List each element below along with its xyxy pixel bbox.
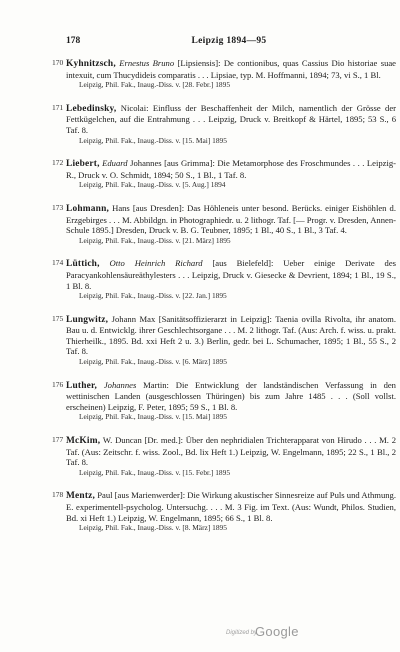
entry-number: 175	[52, 313, 64, 323]
watermark-digitized: Digitized by	[226, 630, 258, 636]
author-given-name: Otto Heinrich Richard	[109, 258, 203, 269]
author-surname: Kyhnitzsch,	[66, 59, 116, 69]
entry-number: 176	[52, 379, 64, 389]
dissertation-note: Leipzig, Phil. Fak., Inaug.-Diss. v. [5. Aug.] 1894	[79, 180, 226, 190]
entry-number: 171	[52, 102, 64, 112]
dissertation-note: Leipzig, Phil. Fak., Inaug.-Diss. v. [15. Mai] 1895	[79, 412, 227, 422]
entry-citation	[66, 380, 396, 413]
dissertation-note: Leipzig, Phil. Fak., Inaug.-Diss. v. [28. Febr.] 1895	[79, 80, 231, 90]
author-surname: Lebedinsky,	[66, 103, 117, 114]
dissertation-note: Leipzig, Phil. Fak., Inaug.-Diss. v. [15. Febr.] 1895	[79, 467, 231, 477]
google-watermark	[226, 624, 306, 640]
author-surname: Luther,	[66, 380, 98, 391]
entry-text: Johannes [aus Grimma]: Die Metamorphose des Froschmundes . . . Leipzig-R., Druck v. O. Schmidt, 1894; 50 S., 1 Bl., 1 Taf. 8.	[66, 158, 396, 180]
entry-text: [aus Bielefeld]: Ueber einige Derivate des Paracyankohlensäureäthylesters . . . Leipzig, Druck v. Giesecke & Devrient, 1894; 1 Bl., 19 S., 1 Bl. 8.	[66, 258, 396, 291]
running-title: Leipzig 1894—95	[191, 36, 267, 46]
author-given-name: Johannes	[103, 379, 137, 390]
dissertation-note: Leipzig, Phil. Fak., Inaug.-Diss. v. [22. Jan.] 1895	[79, 291, 227, 301]
bibliography-entry	[52, 202, 396, 245]
author-surname: Lungwitz,	[66, 314, 109, 325]
bibliography-entry	[52, 102, 396, 145]
entry-citation	[66, 314, 396, 357]
entry-number: 174	[52, 258, 64, 268]
entry-number: 170	[52, 58, 64, 67]
page-number: 178	[66, 36, 81, 46]
bibliography-entry	[52, 435, 396, 477]
entry-number: 172	[52, 158, 64, 168]
entry-citation	[66, 103, 396, 136]
author-surname: McKim,	[66, 436, 101, 447]
entry-text: [Lipsiensis]: De contionibus, quas Cassius Dio historiae suae intexuit, cum Thucydideis comparatis . . . Lipsiae, typ. M. Hoffmanni, 1894; 73, vi S., 1 Bl.	[66, 58, 396, 80]
bibliography-entry	[52, 490, 396, 533]
entry-text: Martin: Die Entwicklung der landständischen Verfassung in den wettinischen Landen (ausgeschlossen Thüringen) bis zum Jahre 1485 . . . (Soll vollst. erscheinen) Leipzig, F. Peter, 1895; 59 S., 1 Bl. 8.	[66, 379, 396, 412]
entry-number: 173	[52, 202, 64, 212]
author-surname: Lohmann,	[66, 203, 110, 214]
entry-number: 178	[52, 490, 64, 500]
entry-citation	[66, 490, 396, 523]
entry-citation	[66, 158, 396, 180]
entry-number: 177	[52, 435, 64, 445]
author-surname: Liebert,	[66, 159, 100, 170]
author-surname: Lüttich,	[66, 259, 100, 270]
bibliography-entry	[52, 258, 396, 301]
dissertation-note: Leipzig, Phil. Fak., Inaug.-Diss. v. [21. März] 1895	[79, 235, 231, 245]
watermark-google: Google	[255, 624, 299, 639]
author-given-name: Ernestus Bruno	[119, 58, 175, 68]
author-surname: Mentz,	[66, 491, 96, 502]
entry-text: Nicolai: Einfluss der Beschaffenheit der Milch, namentlich der Grösse der Fettkügelchen, auf die Entrahmung . . . Leipzig, Druck v. Breitkopf & Härtel, 1895; 53 S., 6 Taf. 8.	[66, 102, 396, 135]
entry-text: W. Duncan [Dr. med.]: Über den nephridialen Trichterapparat von Hirudo . . . M. 2 Taf. (Aus: Zeitschr. f. wiss. Zool., Bd. lix Heft 1.) Leipzig, W. Engelmann, 1895; 22 S., 1 Bl., 2 Taf. 8.	[66, 435, 396, 468]
bibliography-list	[52, 58, 396, 546]
entry-text: Hans [aus Dresden]: Das Höhleneis unter besond. Berücks. einiger Eishöhlen d. Erzgebirges . . . M. Abbildgn. in Photographiedr. u. 2 lithogr. Taf. [— Progr. v. Dresden, Annen-Schule 1895.] Dresden, Druck v. B. G. Teubner, 1895; 1 Bl., 40 S., 1 Bl., 3 Taf. 4.	[66, 202, 396, 236]
bibliography-entry	[52, 379, 396, 422]
bibliography-entry	[52, 313, 396, 367]
dissertation-note: Leipzig, Phil. Fak., Inaug.-Diss. v. [15. Mai] 1895	[79, 135, 227, 145]
author-given-name: Eduard	[102, 158, 128, 169]
entry-citation	[66, 203, 396, 236]
dissertation-note: Leipzig, Phil. Fak., Inaug.-Diss. v. [8. März] 1895	[79, 523, 227, 533]
entry-citation	[66, 258, 396, 291]
page-header	[66, 36, 392, 50]
entry-text: Johann Max [Sanitätsoffizierarzt in Leipzig]: Taenia ovilla Rivolta, ihr anatom. Bau u. d. Entwicklg. ihrer Geschlechtsorgane . . . M. 2 lithogr. Taf. (Aus: Arch. f. wiss. u. prakt. Thierheilk., 1895. Bd. xxi Heft 2 u. 3.) Berlin, gedr. bei L. Schumacher, 1895; 1 Bl., 55 S., 2 Taf. 8.	[66, 313, 396, 357]
entry-text: Paul [aus Marienwerder]: Die Wirkung akustischer Sinnesreize auf Puls und Athmung. E. experimentell-psycholog. Untersuchg. . . . M. 3 Fig. im Text. (Aus: Wundt, Philos. Studien, Bd. xi Heft 1.) Leipzig, W. Engelmann, 1895; 66 S., 1 Bl. 8.	[66, 490, 396, 523]
entry-citation	[66, 435, 396, 468]
bibliography-entry	[52, 158, 396, 190]
dissertation-note: Leipzig, Phil. Fak., Inaug.-Diss. v. [6. März] 1895	[79, 357, 227, 367]
bibliography-entry	[52, 58, 396, 90]
entry-citation	[66, 58, 396, 80]
